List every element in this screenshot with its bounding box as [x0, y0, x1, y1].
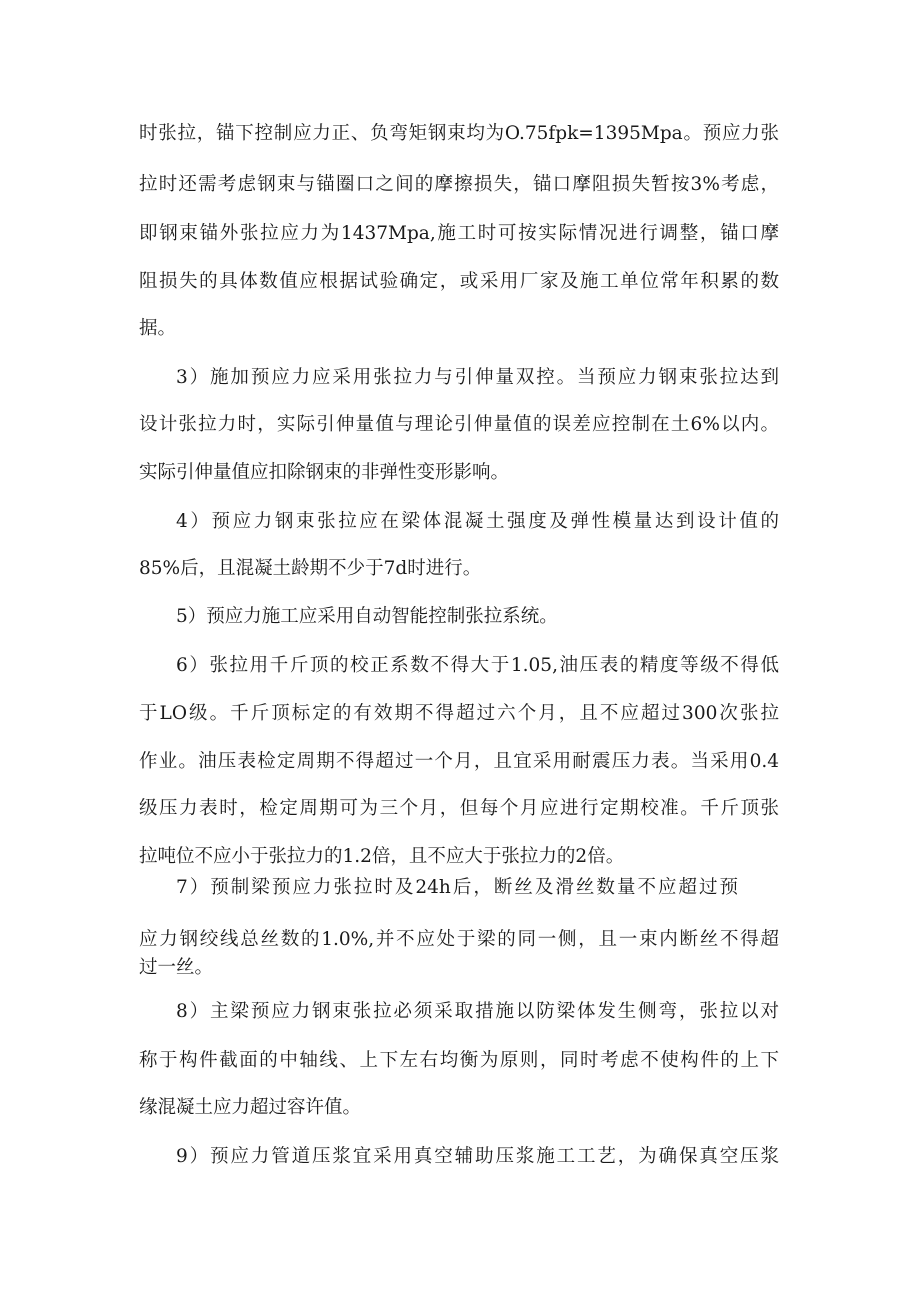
body-line-5: 据。 [139, 318, 177, 339]
item-7-line-1: 7）预制梁预应力张拉时及24h后，断丝及滑丝数量不应超过预 [176, 877, 738, 898]
item-6-line-5: 拉吨位不应小于张拉力的1.2倍，且不应大于张拉力的2倍。 [139, 846, 625, 867]
item-7-line-3: 过一丝。 [139, 957, 214, 978]
item-3-line-1: 3）施加预应力应采用张拉力与引伸量双控。当预应力钢束张拉达到 [176, 367, 779, 388]
item-3-line-2: 设计张拉力时，实际引伸量值与理论引伸量值的误差应控制在土6%以内。 [139, 414, 779, 435]
item-5-line-1: 5）预应力施工应采用自动智能控制张拉系统。 [176, 606, 558, 627]
item-6-line-2: 于LO级。千斤顶标定的有效期不得超过六个月，且不应超过300次张拉 [139, 703, 779, 724]
body-line-4: 阻损失的具体数值应根据试验确定，或采用厂家及施工单位常年积累的数 [139, 271, 779, 292]
item-6-line-3: 作业。油压表检定周期不得超过一个月，且宜采用耐震压力表。当采用0.4 [139, 751, 779, 772]
item-4-line-2: 85%后，且混凝土龄期不少于7d时进行。 [139, 558, 482, 579]
body-line-2: 拉时还需考虑钢束与锚圈口之间的摩擦损失，锚口摩阻损失暂按3%考虑， [139, 174, 779, 195]
item-8-line-3: 缘混凝土应力超过容许值。 [139, 1097, 362, 1118]
body-line-1: 时张拉，锚下控制应力正、负弯矩钢束均为O.75fpk=1395Mpa。预应力张 [139, 123, 779, 144]
item-6-line-1: 6）张拉用千斤顶的校正系数不得大于1.05,油压表的精度等级不得低 [176, 655, 779, 676]
body-line-3: 即钢束锚外张拉应力为1437Mpa,施工时可按实际情况进行调整，锚口摩 [139, 223, 779, 244]
item-7-line-2: 应力钢绞线总丝数的1.0%,并不应处于梁的同一侧，且一束内断丝不得超 [139, 929, 779, 950]
item-4-line-1: 4）预应力钢束张拉应在梁体混凝土强度及弹性模量达到设计值的 [176, 511, 779, 532]
item-9-line-1: 9）预应力管道压浆宜采用真空辅助压浆施工工艺，为确保真空压浆 [176, 1146, 779, 1167]
item-6-line-4: 级压力表时，检定周期可为三个月，但每个月应进行定期校准。千斤顶张 [139, 798, 779, 819]
item-8-line-1: 8）主梁预应力钢束张拉必须采取措施以防梁体发生侧弯，张拉以对 [176, 1001, 779, 1022]
item-3-line-3: 实际引伸量值应扣除钢束的非弹性变形影响。 [139, 462, 510, 483]
item-8-line-2: 称于构件截面的中轴线、上下左右均衡为原则，同时考虑不使构件的上下 [139, 1050, 779, 1071]
